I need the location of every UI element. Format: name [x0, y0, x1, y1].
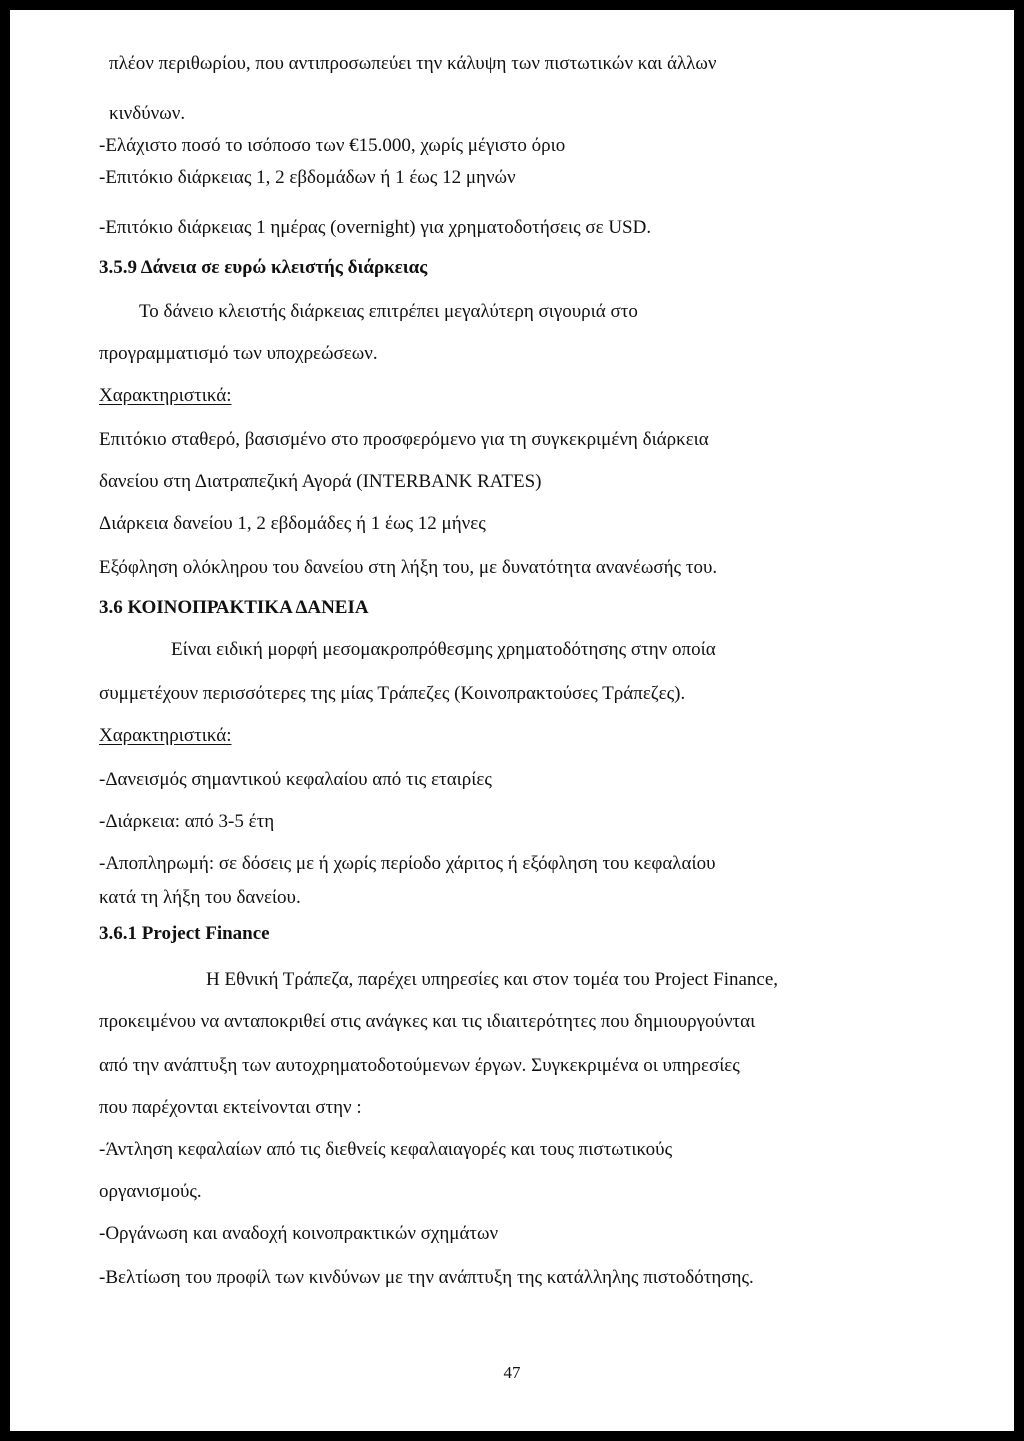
paragraph-line: πλέον περιθωρίου, που αντιπροσωπεύει την κάλυψη των πιστωτικών και άλλων [109, 53, 717, 74]
paragraph-line: Εξόφληση ολόκληρου του δανείου στη λήξη του, με δυνατότητα ανανέωσής του. [99, 557, 718, 578]
subheading-characteristics: Χαρακτηριστικά: [99, 385, 232, 406]
section-heading: 3.5.9 Δάνεια σε ευρώ κλειστής διάρκειας [99, 257, 428, 278]
paragraph-line: προγραμματισμό των υποχρεώσεων. [99, 343, 378, 364]
paragraph-line: δανείου στη Διατραπεζική Αγορά (INTERBANK RATES) [99, 471, 542, 492]
paragraph-line: Επιτόκιο σταθερό, βασισμένο στο προσφερόμενο για τη συγκεκριμένη διάρκεια [99, 429, 709, 450]
subheading-characteristics: Χαρακτηριστικά: [99, 725, 232, 746]
page-number: 47 [503, 1363, 521, 1382]
document-page [10, 10, 1014, 1431]
bullet-line: -Επιτόκιο διάρκειας 1, 2 εβδομάδων ή 1 έως 12 μηνών [99, 167, 516, 188]
paragraph-line: Το δάνειο κλειστής διάρκειας επιτρέπει μεγαλύτερη σιγουριά στο [139, 301, 638, 322]
bullet-line: -Διάρκεια: από 3-5 έτη [99, 811, 275, 832]
bullet-line: -Δανεισμός σημαντικού κεφαλαίου από τις εταιρίες [99, 769, 492, 790]
bullet-line: -Βελτίωση του προφίλ των κινδύνων με την ανάπτυξη της κατάλληλης πιστοδότησης. [99, 1267, 754, 1288]
bullet-line: -Άντληση κεφαλαίων από τις διεθνείς κεφαλαιαγορές και τους πιστωτικούς [99, 1139, 673, 1160]
paragraph-line: προκειμένου να ανταποκριθεί στις ανάγκες και τις ιδιαιτερότητες που δημιουργούνται [99, 1011, 756, 1032]
paragraph-line: που παρέχονται εκτείνονται στην : [99, 1097, 362, 1118]
section-heading: 3.6.1 Project Finance [99, 923, 270, 944]
paragraph-line: από την ανάπτυξη των αυτοχρηματοδοτούμενων έργων. Συγκεκριμένα οι υπηρεσίες [99, 1055, 740, 1076]
section-heading: 3.6 ΚΟΙΝΟΠΡΑΚΤΙΚΑ ΔΑΝΕΙΑ [99, 597, 369, 618]
paragraph-line: οργανισμούς. [99, 1181, 202, 1202]
paragraph-line: συμμετέχουν περισσότερες της μίας Τράπεζες (Κοινοπρακτούσες Τράπεζες). [99, 683, 686, 704]
bullet-line: -Αποπληρωμή: σε δόσεις με ή χωρίς περίοδο χάριτος ή εξόφληση του κεφαλαίου [99, 853, 716, 874]
bullet-line: -Οργάνωση και αναδοχή κοινοπρακτικών σχημάτων [99, 1223, 499, 1244]
bullet-line: -Επιτόκιο διάρκειας 1 ημέρας (overnight) για χρηματοδοτήσεις σε USD. [99, 217, 652, 238]
paragraph-line: κινδύνων. [109, 103, 186, 124]
bullet-line: -Ελάχιστο ποσό το ισόποσο των €15.000, χωρίς μέγιστο όριο [99, 135, 566, 156]
paragraph-line: Διάρκεια δανείου 1, 2 εβδομάδες ή 1 έως 12 μήνες [99, 513, 486, 534]
paragraph-line: κατά τη λήξη του δανείου. [99, 887, 301, 908]
paragraph-line: Η Εθνική Τράπεζα, παρέχει υπηρεσίες και στον τομέα του Project Finance, [206, 969, 779, 990]
paragraph-line: Είναι ειδική μορφή μεσομακροπρόθεσμης χρηματοδότησης στην οποία [171, 639, 716, 660]
